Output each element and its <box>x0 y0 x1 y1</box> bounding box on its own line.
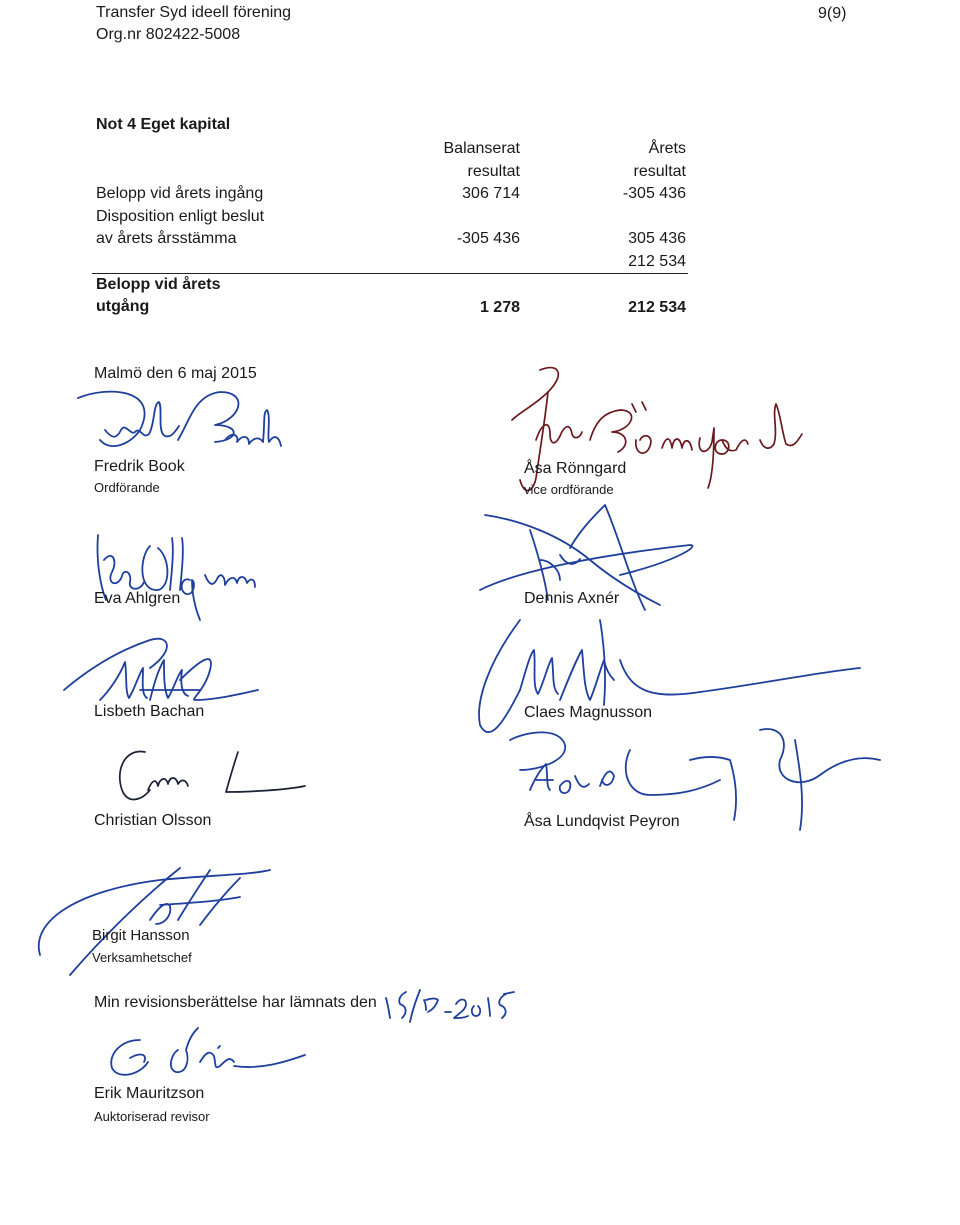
total-label-line2: utgång <box>96 298 150 315</box>
signatory-name: Åsa Lundqvist Peyron <box>524 813 680 830</box>
organization-name: Transfer Syd ideell förening <box>96 4 292 21</box>
row-label: av årets årsstämma <box>96 230 237 247</box>
signatory-name: Birgit Hansson <box>92 927 190 944</box>
table-total-divider <box>92 273 688 274</box>
signatory-name: Christian Olsson <box>94 812 212 829</box>
row-value-balanserat: 306 714 <box>462 185 520 202</box>
signatory-name: Claes Magnusson <box>524 704 653 721</box>
total-label: Belopp vid årets <box>96 276 221 293</box>
signatory-role: vice ordförande <box>524 482 614 497</box>
note-title: Not 4 Eget kapital <box>96 116 231 133</box>
row-value-arets: -305 436 <box>622 185 686 202</box>
auditor-name: Erik Mauritzson <box>94 1085 205 1102</box>
total-value-balanserat: 1 278 <box>479 299 520 316</box>
auditor-role: Auktoriserad revisor <box>94 1109 210 1124</box>
page-number: 9(9) <box>818 5 847 22</box>
place-and-date: Malmö den 6 maj 2015 <box>94 365 257 382</box>
total-value-arets: 212 534 <box>628 299 686 316</box>
signatory-name: Dennis Axnér <box>524 590 620 607</box>
row-label: Disposition enligt beslut <box>96 208 265 225</box>
row-value-balanserat: -305 436 <box>456 230 520 247</box>
organization-number: Org.nr 802422-5008 <box>96 26 241 43</box>
signatory-name: Fredrik Book <box>94 458 185 475</box>
signatory-name: Lisbeth Bachan <box>94 703 205 720</box>
signatory-role: Verksamhetschef <box>92 950 192 965</box>
signatory-role: Ordförande <box>94 480 160 495</box>
column-header-balanserat: Balanserat <box>443 140 520 157</box>
signatory-name: Eva Ahlgren <box>94 590 181 607</box>
row-label: Belopp vid årets ingång <box>96 185 264 202</box>
row-value-arets: 212 534 <box>628 253 686 270</box>
auditor-statement: Min revisionsberättelse har lämnats den <box>94 994 377 1011</box>
column-header-balanserat-line2: resultat <box>467 163 520 180</box>
column-header-arets-line2: resultat <box>633 163 686 180</box>
column-header-arets: Årets <box>648 140 686 157</box>
row-value-arets: 305 436 <box>628 230 686 247</box>
signatory-name: Åsa Rönngard <box>524 460 627 477</box>
